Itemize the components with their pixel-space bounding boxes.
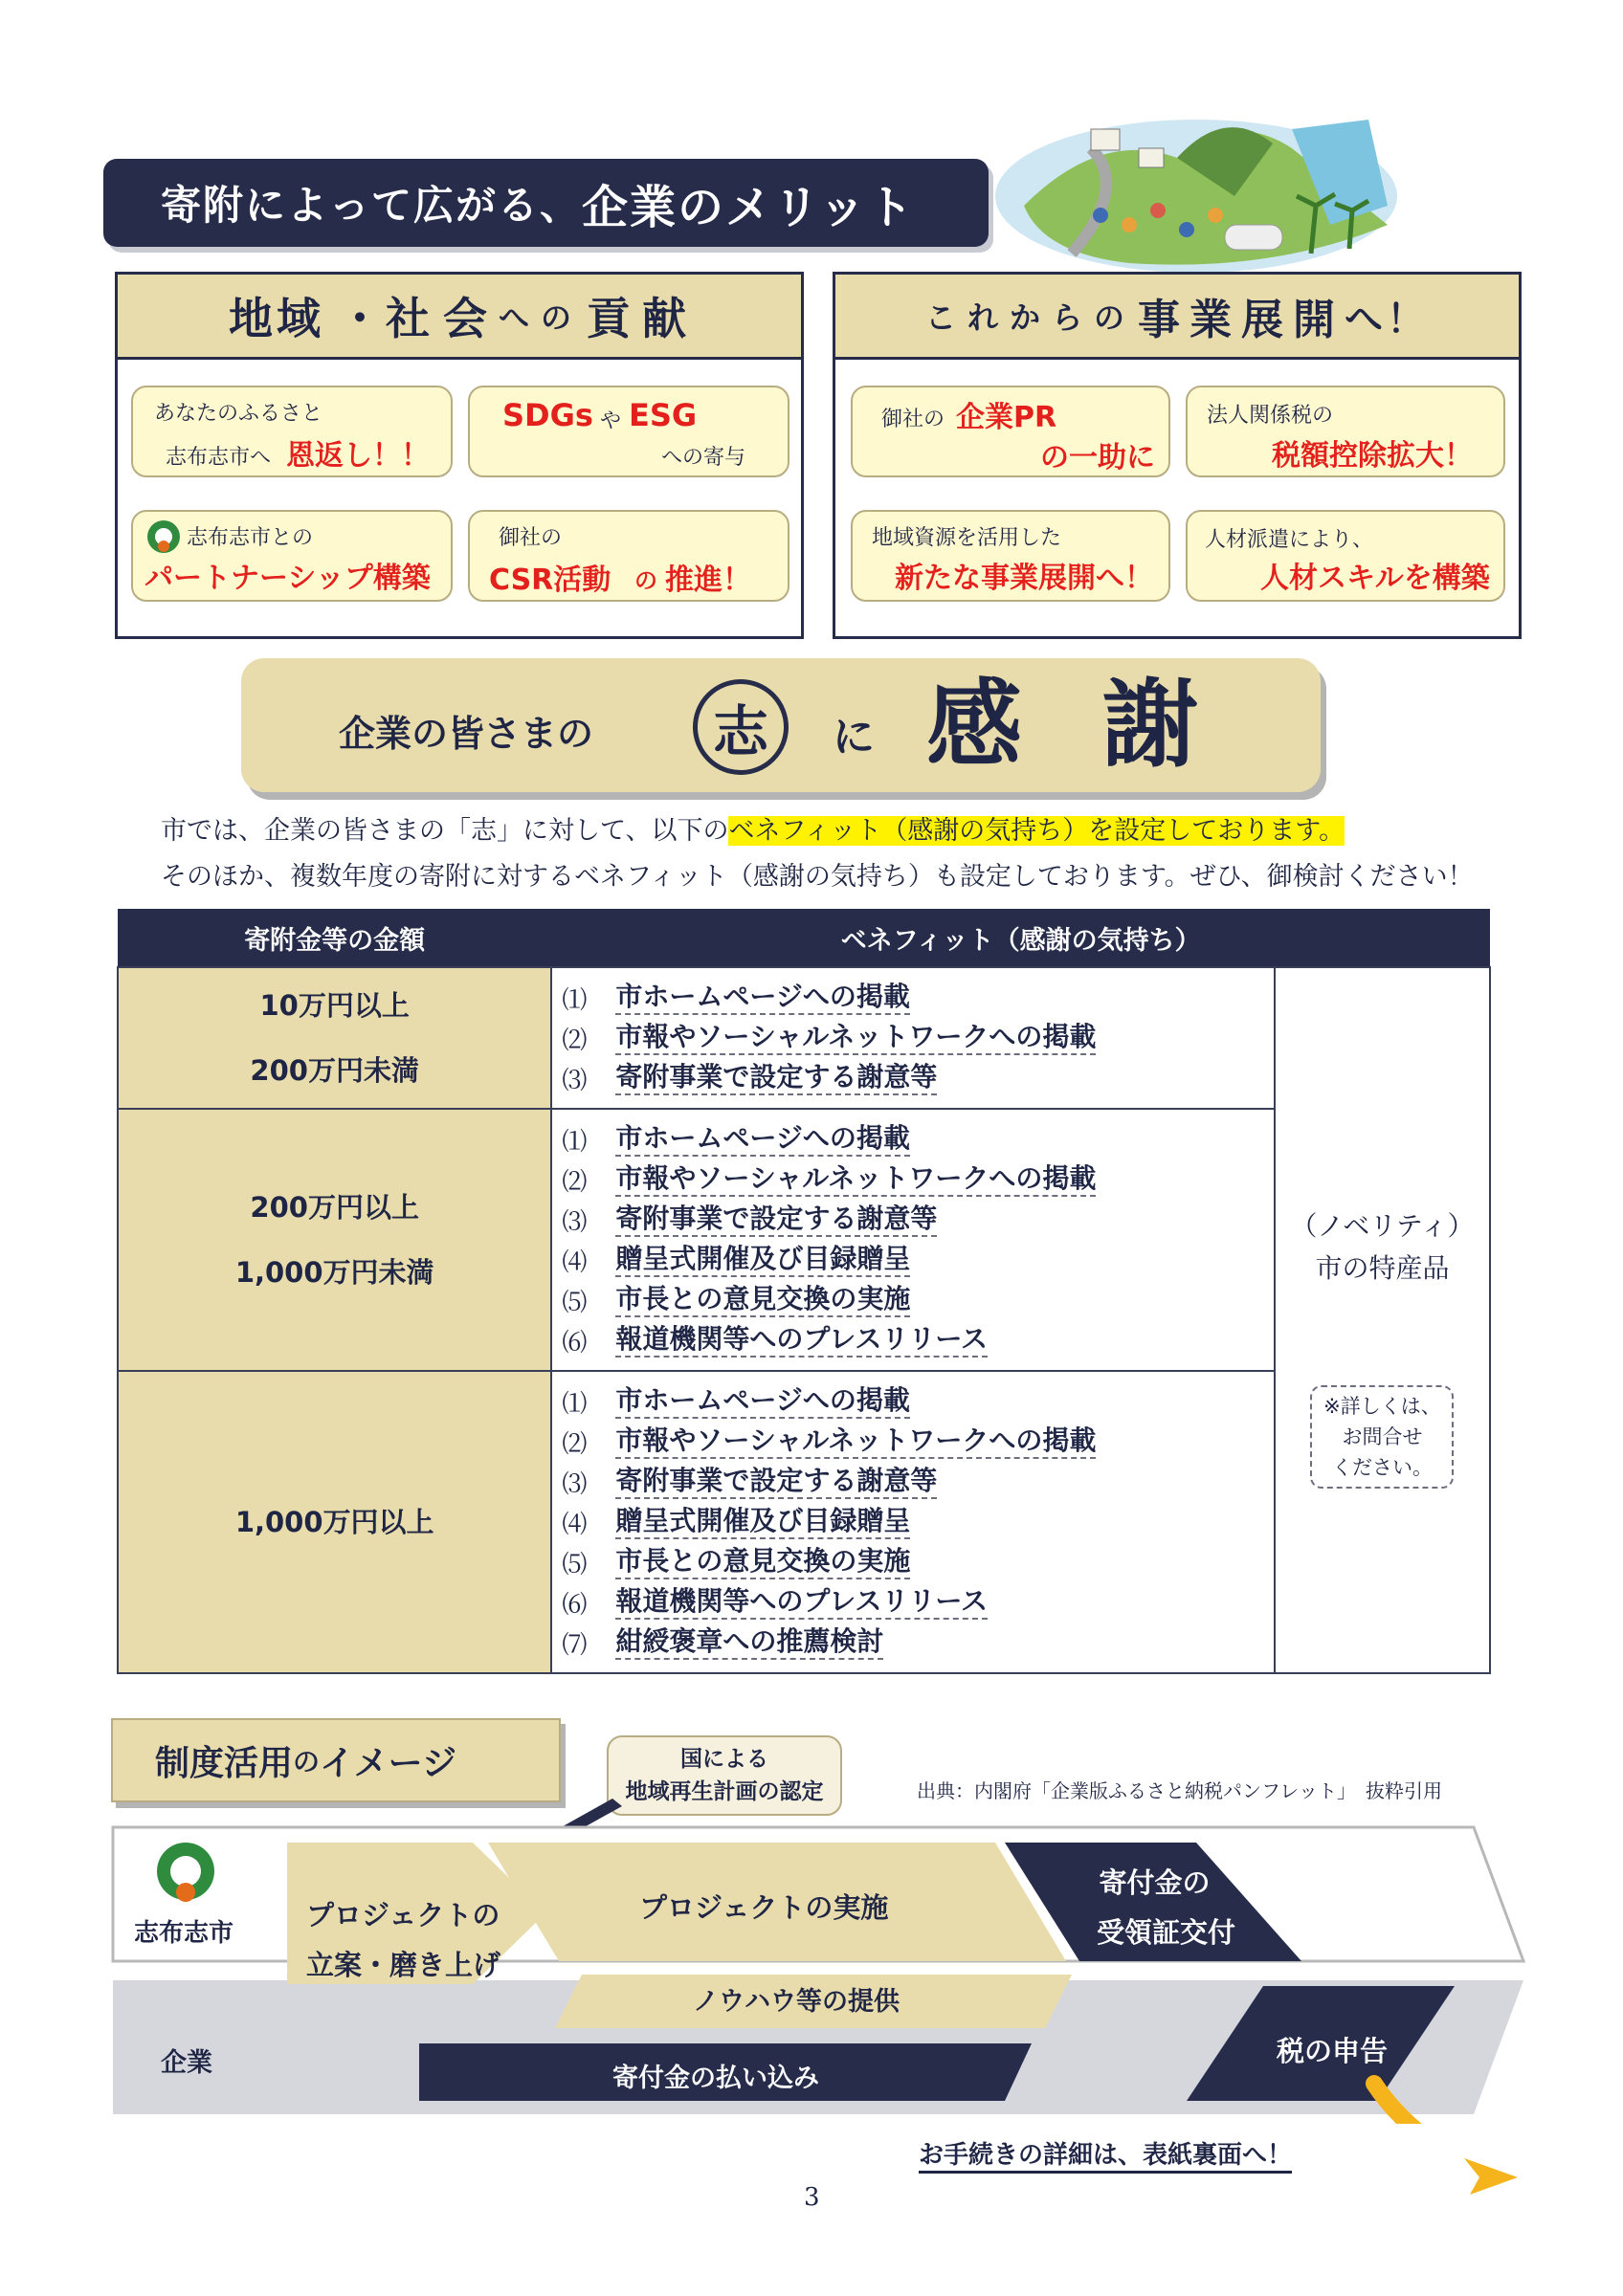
thanks-part2: に: [833, 713, 875, 762]
amount-cell: [118, 967, 551, 1109]
future-business-panel: [833, 272, 1522, 639]
merit-card-partnership: [131, 510, 453, 602]
benefit-item: [562, 978, 1274, 1018]
benefit-number: ⑹: [562, 1590, 588, 1620]
amount-cell: [118, 1371, 551, 1673]
card-big-text: 税額控除拡大！: [1272, 439, 1473, 473]
title-char: 展: [1241, 296, 1288, 344]
benefit-number: ⑶: [562, 1469, 588, 1499]
benefit-text: 寄附事業で設定する謝意等: [615, 1061, 937, 1095]
title-char: へ: [498, 299, 533, 336]
benefit-number: ⑸: [562, 1550, 588, 1579]
benefit-item: [562, 1159, 1274, 1200]
card-big-text: CSR活動: [489, 563, 611, 597]
amount-text: 1,000万円以上: [234, 1506, 434, 1538]
title-char: 社: [385, 293, 434, 344]
table-header-row: [118, 909, 1490, 967]
receipt-label: [1074, 1858, 1235, 1957]
benefit-number: ⑶: [562, 1066, 588, 1095]
title-char: へ: [1345, 297, 1388, 342]
benefit-item: [562, 1542, 1274, 1582]
card-small-text: あなたのふるさと: [154, 402, 323, 426]
benefit-item: [562, 1582, 1274, 1623]
inquiry-note: [1310, 1385, 1454, 1489]
note-line: ※詳しくは、: [1323, 1395, 1441, 1418]
company-label: 企業: [161, 2048, 212, 2078]
card-small-text: 人材派遣により、: [1205, 528, 1374, 552]
community-contribution-panel: [115, 272, 804, 639]
scheme-title-part: 制度活用: [155, 1743, 294, 1783]
novelty-line: （ノベリティ）: [1290, 1210, 1475, 1242]
benefit-item: [562, 1280, 1274, 1320]
amount-text: 200万円以上: [250, 1191, 419, 1224]
merit-card-csr: [468, 510, 789, 602]
page-number: 3: [804, 2183, 820, 2212]
benefit-text: 市長との意見交換の実施: [615, 1283, 910, 1317]
title-char: か: [1009, 299, 1044, 336]
benefit-item: [562, 1240, 1274, 1280]
title-char: 地: [228, 293, 277, 344]
seal-char: 志: [712, 699, 768, 764]
city-name-label: 志布志市: [134, 1919, 234, 1948]
header-title-part2: 企業のメリット: [582, 180, 916, 234]
thanks-part1: 企業の皆さまの: [339, 713, 594, 755]
benefit-number: ⑹: [562, 1328, 588, 1358]
benefit-item: [562, 1320, 1274, 1360]
benefit-item: [562, 1462, 1274, 1502]
benefit-text: 紺綬褒章への推薦検討: [615, 1625, 883, 1660]
novelty-text: [1276, 1205, 1489, 1290]
kokorozashi-seal: [693, 679, 789, 775]
benefit-number: ⑶: [562, 1207, 588, 1237]
card-big-text: SDGs: [502, 397, 593, 433]
col-header-benefit: ベネフィット（感謝の気持ち）: [551, 909, 1490, 967]
card-big-text: パートナーシップ構築: [145, 562, 431, 595]
tax-filing-label: 税の申告: [1277, 2035, 1389, 2067]
city-logo-icon: [145, 518, 183, 556]
card-big-text: の一助に: [1040, 441, 1155, 475]
section-header-banner: [103, 159, 989, 247]
project-plan-label: [306, 1890, 500, 1990]
merit-card-pr: [851, 386, 1170, 477]
amount-text: 200万円未満: [250, 1054, 419, 1087]
novelty-line: 市の特産品: [1315, 1252, 1450, 1284]
note-line: ください。: [1331, 1456, 1433, 1479]
thanks-kanji-1: 感: [926, 668, 1022, 781]
card-small-text: の: [634, 567, 657, 594]
benefit-number: ⑴: [562, 1127, 588, 1157]
card-small-text: 御社の: [881, 408, 945, 431]
receipt-line: 受領証交付: [1097, 1916, 1236, 1949]
card-small-text: や: [600, 409, 622, 433]
title-char: 献: [642, 293, 691, 344]
benefit-item: [562, 1422, 1274, 1462]
benefit-number: ⑵: [562, 1429, 588, 1459]
title-char: 開: [1293, 296, 1340, 344]
benefit-number: ⑴: [562, 985, 588, 1015]
title-char: の: [541, 299, 576, 336]
benefit-item: [562, 1623, 1274, 1663]
benefit-text: 市長との意見交換の実施: [615, 1545, 910, 1579]
benefit-text: 市報やソーシャルネットワークへの掲載: [615, 1162, 1096, 1197]
merit-card-skills: [1186, 510, 1505, 602]
amount-text: 10万円以上: [259, 989, 410, 1022]
callout-line: 国による: [680, 1747, 768, 1772]
title-char: ・: [337, 293, 386, 344]
benefit-table: [117, 909, 1491, 1674]
novelty-cell: [1275, 967, 1490, 1673]
benefit-number: ⑷: [562, 1510, 588, 1539]
card-big-text: 人材スキルを構築: [1260, 562, 1490, 595]
benefit-item: [562, 1200, 1274, 1240]
benefit-number: ⑸: [562, 1288, 588, 1317]
card-small-text: 御社の: [499, 526, 563, 550]
thanks-banner: [241, 658, 1321, 792]
merit-card-tax: [1186, 386, 1505, 477]
card-small-text: 志布志市との: [187, 526, 314, 550]
card-big-text: 新たな事業展開へ！: [895, 562, 1153, 595]
benefit-text: 市報やソーシャルネットワークへの掲載: [615, 1021, 1096, 1055]
benefit-number: ⑴: [562, 1389, 588, 1419]
scheme-title-box: [111, 1718, 561, 1802]
title-char: ！: [1387, 297, 1430, 342]
title-char: 貢: [587, 293, 635, 344]
benefit-item: [562, 1381, 1274, 1422]
title-char: ら: [1052, 299, 1087, 336]
benefit-text: 寄附事業で設定する謝意等: [615, 1203, 937, 1237]
table-row: [118, 967, 1490, 1109]
benefit-text: 報道機関等へのプレスリリース: [615, 1323, 988, 1358]
payment-label: 寄付金の払い込み: [612, 2064, 819, 2093]
benefit-text: 贈呈式開催及び目録贈呈: [615, 1505, 910, 1539]
receipt-line: 寄付金の: [1099, 1866, 1211, 1899]
benefit-text: 市ホームページへの掲載: [615, 1384, 909, 1419]
card-big-text: ESG: [629, 397, 698, 433]
benefit-text: 報道機関等へのプレスリリース: [615, 1585, 988, 1620]
benefit-text: 市報やソーシャルネットワークへの掲載: [615, 1424, 1096, 1459]
card-small-text: への寄与: [661, 446, 746, 470]
scheme-title-part: の: [293, 1746, 321, 1777]
title-char: 域: [276, 293, 324, 344]
title-char: こ: [924, 299, 960, 336]
benefit-number: ⑷: [562, 1247, 588, 1277]
amount-text: 1,000万円未満: [234, 1256, 434, 1289]
benefit-number: ⑵: [562, 1026, 588, 1055]
benefit-item: [562, 1018, 1274, 1058]
callout-line: 地域再生計画の認定: [625, 1779, 824, 1804]
project-plan-line: 立案・磨き上げ: [306, 1949, 501, 1981]
benefit-item: [562, 1502, 1274, 1542]
merit-card-return: [131, 386, 453, 477]
title-char: れ: [967, 299, 1002, 336]
future-business-title: [835, 275, 1519, 360]
title-char: 業: [1189, 296, 1236, 344]
project-exec-label: プロジェクトの実施: [639, 1891, 889, 1924]
card-small-text: 地域資源を活用した: [872, 526, 1062, 550]
title-char: 会: [442, 293, 491, 344]
title-char: 事: [1138, 296, 1185, 344]
amount-cell: [118, 1109, 551, 1371]
community-contribution-title: [118, 275, 801, 360]
benefit-text: 贈呈式開催及び目録贈呈: [615, 1243, 910, 1277]
col-header-amount: 寄附金等の金額: [118, 909, 551, 967]
merit-card-sdgs: [468, 386, 789, 477]
benefit-item: [562, 1058, 1274, 1098]
card-big-text: 企業PR: [956, 401, 1057, 434]
benefit-text: 市ホームページへの掲載: [615, 981, 909, 1015]
intro-text: 市では、企業の皆さまの「志」に対して、以下の: [161, 816, 729, 846]
benefit-cell: [551, 967, 1275, 1109]
intro-highlight: ベネフィット（感謝の気持ち）を設定しております。: [728, 816, 1345, 846]
source-citation: 出典：内閣府「企業版ふるさと納税パンフレット」 抜粋引用: [917, 1779, 1442, 1802]
benefit-number: ⑵: [562, 1167, 588, 1197]
project-plan-line: プロジェクトの: [306, 1899, 500, 1932]
note-line: お問合せ: [1342, 1425, 1423, 1448]
header-title-part1: 寄附によって広がる、: [161, 182, 583, 229]
title-char: の: [1094, 299, 1129, 336]
procedure-link[interactable]: お手続きの詳細は、表紙裏面へ！: [919, 2135, 1292, 2174]
benefit-text: 市ホームページへの掲載: [615, 1122, 909, 1157]
card-small-text: 志布志市へ: [166, 446, 272, 470]
benefit-text: 寄附事業で設定する謝意等: [615, 1465, 937, 1499]
merit-card-new-business: [851, 510, 1170, 602]
benefit-cell: [551, 1371, 1275, 1673]
benefit-cell: [551, 1109, 1275, 1371]
benefit-item: [562, 1119, 1274, 1159]
intro-line-2: そのほか、複数年度の寄附に対するベネフィット（感謝の気持ち）も設定しております。ぜひ、御検討ください！: [161, 862, 1474, 892]
benefit-number: ⑺: [562, 1630, 588, 1660]
card-big-text: 恩返し！！: [286, 439, 430, 473]
arrow-right-icon: [1464, 2152, 1518, 2195]
card-small-text: 法人関係税の: [1207, 404, 1334, 428]
thanks-kanji-2: 謝: [1102, 668, 1198, 781]
knowhow-label: ノウハウ等の提供: [693, 1987, 900, 2017]
card-big-text: 推進！: [665, 563, 751, 597]
town-illustration: [986, 91, 1397, 273]
scheme-title-part: イメージ: [320, 1743, 456, 1783]
intro-line-1: [161, 809, 1345, 847]
